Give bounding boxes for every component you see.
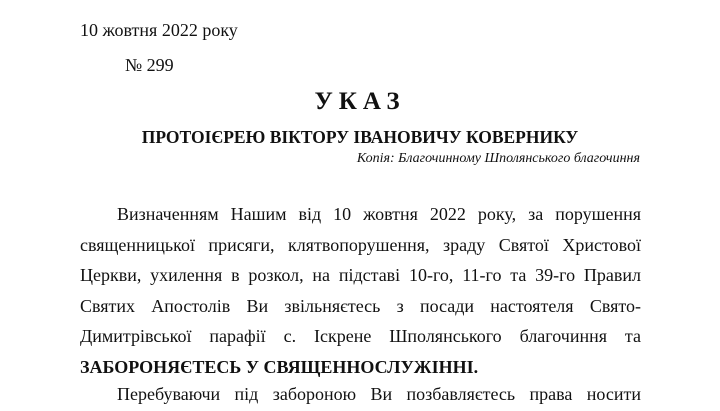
paragraph-line: Святих Апостолів Ви звільняєтесь з посади настоятеля Свято- xyxy=(80,295,641,316)
paragraph-line: Церкви, ухилення в розкол, на підставі 10-го, 11-го та 39-го Правил xyxy=(80,265,641,286)
paragraph-line: священницької присяги, клятвопорушення, зраду Святої Христової xyxy=(80,234,641,255)
paragraph-line: Визначенням Нашим від 10 жовтня 2022 року, за порушення xyxy=(117,204,641,224)
paragraph-1 xyxy=(80,199,641,383)
copy-recipient: Копія: Благочинному Шполянського благочиння xyxy=(356,151,640,166)
paragraph-line: Перебуваючи під забороною Ви позбавляєтесь права носити xyxy=(117,384,641,404)
addressee: ПРОТОІЄРЕЮ ВІКТОРУ ІВАНОВИЧУ КОВЕРНИКУ xyxy=(141,127,579,147)
paragraph-2 xyxy=(80,379,641,410)
paragraph-line: Димитрівської парафії с. Іскрене Шполянського благочиння та xyxy=(80,326,641,347)
decree-date: 10 жовтня 2022 року xyxy=(80,20,238,40)
prohibition-statement: ЗАБОРОНЯЄТЕСЬ У СВЯЩЕННОСЛУЖІННІ. xyxy=(80,356,479,377)
decree-title: УКАЗ xyxy=(314,88,406,115)
decree-number: № 299 xyxy=(125,55,174,75)
